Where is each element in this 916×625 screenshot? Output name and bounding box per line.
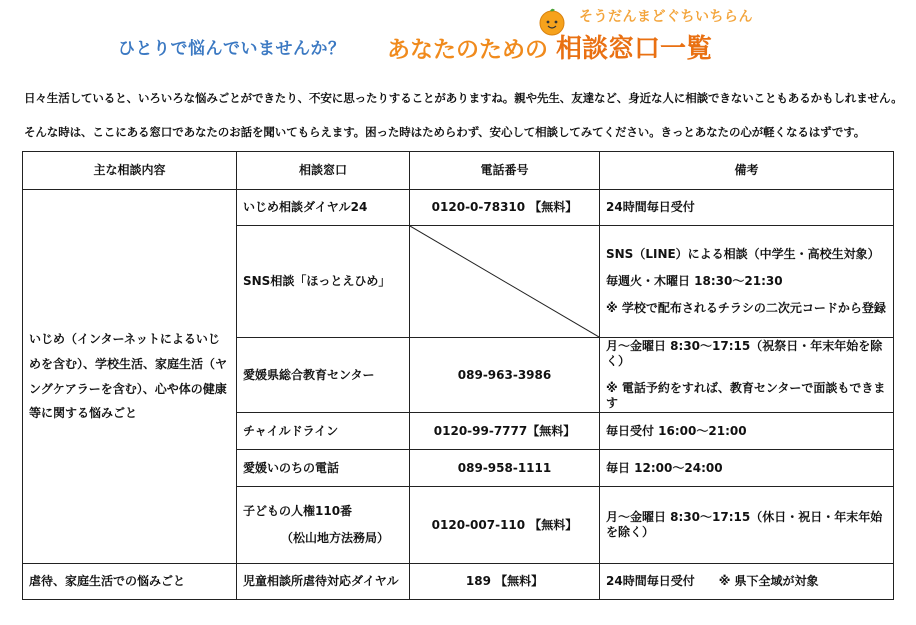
intro-line-2: そんな時は、ここにある窓口であなたのお話を聞いてもらえます。困った時はためらわず、安心して相談してみてください。きっとあなたの心が軽くなるはずです。	[24, 125, 866, 139]
phone-cell: 189 【無料】	[410, 564, 600, 600]
window-cell: 愛媛いのちの電話	[237, 450, 410, 487]
notes-cell: 24時間毎日受付	[600, 190, 894, 226]
diagonal-line	[410, 226, 599, 337]
table-header-row	[23, 152, 894, 190]
phone-cell: 0120-007-110 【無料】	[410, 487, 600, 564]
window-cell: 愛媛県総合教育センター	[237, 338, 410, 413]
main-title-text: 相談窓口一覧	[556, 34, 713, 64]
notes-cell: SNS（LINE）による相談（中学生・高校生対象） 毎週火・木曜日 18:30～21:30 ※ 学校で配布されるチラシの二次元コードから登録	[600, 226, 894, 338]
phone-cell: 089-958-1111	[410, 450, 600, 487]
phone-cell-empty	[410, 226, 600, 338]
category-cell: 虐待、家庭生活での悩みごと	[23, 564, 237, 600]
table-row	[23, 564, 894, 600]
page-header	[0, 0, 916, 70]
category-cell	[23, 190, 237, 564]
window-cell: SNS相談「ほっとえひめ」	[237, 226, 410, 338]
notes-cell: 毎日受付 16:00～21:00	[600, 413, 894, 450]
category-text: いじめ（インターネットによるいじめを含む）、学校生活、家庭生活（ヤングケアラーを含む）、心や体の健康等に関する悩みごと	[29, 332, 228, 421]
title-kana: そうだんまどぐちいちらん	[579, 9, 753, 25]
notes-cell: 月～金曜日 8:30～17:15（祝祭日・年末年始を除く） ※ 電話予約をすれば、教育センターで面談もできます	[600, 338, 894, 413]
window-cell: いじめ相談ダイヤル24	[237, 190, 410, 226]
header-window: 相談窓口	[237, 152, 410, 190]
phone-cell: 0120-0-78310 【無料】	[410, 190, 600, 226]
main-title	[387, 28, 712, 65]
header-content: 主な相談内容	[23, 152, 237, 190]
phone-cell: 089-963-3986	[410, 338, 600, 413]
phone-cell: 0120-99-7777【無料】	[410, 413, 600, 450]
header-notes: 備考	[600, 152, 894, 190]
header-phone: 電話番号	[410, 152, 600, 190]
window-cell: 児童相談所虐待対応ダイヤル	[237, 564, 410, 600]
main-title-prefix: あなたのための	[387, 37, 548, 63]
sub-title: ひとりで悩んでいませんか？	[118, 39, 346, 59]
table-row	[23, 190, 894, 226]
notes-cell: 毎日 12:00～24:00	[600, 450, 894, 487]
window-cell: 子どもの人権110番 （松山地方法務局）	[237, 487, 410, 564]
intro-line-1: 日々生活していると、いろいろな悩みごとができたり、不安に思ったりすることがありますね。親や先生、友達など、身近な人に相談できないこともあるかもしれません。	[24, 91, 903, 105]
consultation-table	[22, 151, 894, 600]
notes-cell: 月～金曜日 8:30～17:15（休日・祝日・年末年始を除く）	[600, 487, 894, 564]
notes-cell: 24時間毎日受付 ※ 県下全域が対象	[600, 564, 894, 600]
window-cell: チャイルドライン	[237, 413, 410, 450]
